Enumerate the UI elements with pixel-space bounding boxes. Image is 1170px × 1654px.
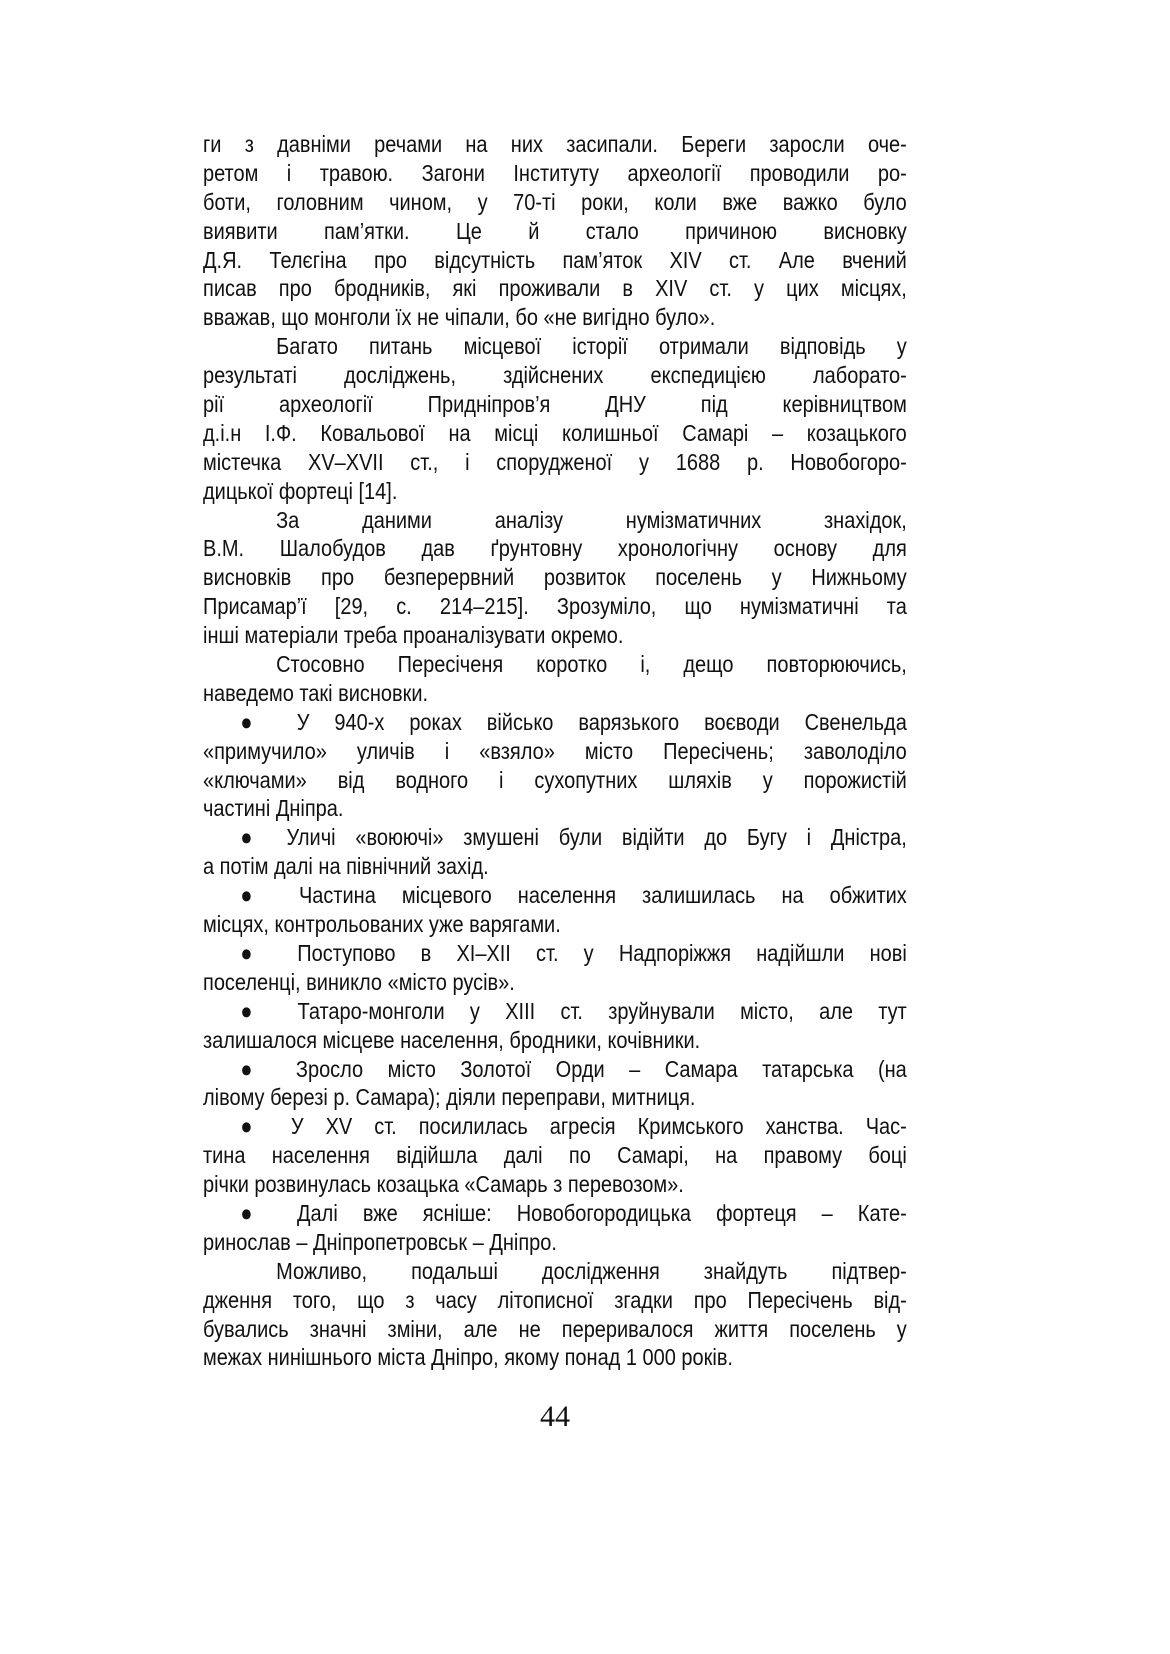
text-line: ● Татаро-монголи у XIII ст. зруйнували місто, але тут <box>240 997 907 1024</box>
text-line: дження того, що з часу літописної згадки про Пересічень від- <box>203 1286 907 1313</box>
text-line: виявити пам’ятки. Це й стало причиною висновку <box>203 217 907 244</box>
page-number: 44 <box>540 1400 570 1433</box>
text-line: В.М. Шалобудов дав ґрунтовну хронологічну основу для <box>203 535 907 562</box>
text-line: Багато питань місцевої історії отримали відповідь у <box>276 333 907 360</box>
text-line: ● Далі вже ясніше: Новобогородицька фортеця – Кате- <box>240 1199 907 1226</box>
text-line: інші матеріали треба проаналізувати окремо. <box>203 622 624 649</box>
text-line: дицької фортеці [14]. <box>203 477 398 504</box>
text-line: вважав, що монголи їх не чіпали, бо «не вигідно було». <box>203 304 716 331</box>
paragraph <box>203 506 907 650</box>
text-line: рії археології Придніпров’я ДНУ під керівництвом <box>203 391 907 418</box>
text-line: місцях, контрольованих уже варягами. <box>203 911 561 938</box>
paragraph <box>203 1257 907 1373</box>
paragraph <box>203 332 907 505</box>
body-text <box>203 130 907 1372</box>
text-line: ● У 940-х роках військо варязького воєводи Свенельда <box>240 708 907 735</box>
bullet-item <box>203 708 907 824</box>
text-line: результаті досліджень, здійснених експедицією лаборато- <box>203 362 907 389</box>
text-line: писав про бродників, які проживали в XIV ст. у цих місцях, <box>203 275 907 302</box>
text-line: містечка XV–XVII ст., і спорудженої у 1688 р. Новобогоро- <box>203 448 907 475</box>
paragraph <box>203 650 907 708</box>
text-line: ги з давніми речами на них засипали. Береги заросли оче- <box>203 131 907 157</box>
text-line: д.і.н І.Ф. Ковальової на місці колишньої Самарі – козацького <box>203 419 907 446</box>
text-line: частині Дніпра. <box>203 795 344 822</box>
text-line: «примучило» уличів і «взяло» місто Пересічень; заволоділо <box>203 737 907 764</box>
text-line: тина населення відійшла далі по Самарі, на правому боці <box>203 1142 907 1169</box>
text-line: За даними аналізу нумізматичних знахідок, <box>276 506 907 533</box>
text-line: поселенці, виникло «місто русів». <box>203 968 515 995</box>
bullet-item <box>203 1055 907 1113</box>
bullet-item <box>203 881 907 939</box>
text-line: а потім далі на північний захід. <box>203 853 489 880</box>
text-line: межах нинішнього міста Дніпро, якому понад 1 000 років. <box>203 1344 733 1371</box>
text-line: наведемо такі висновки. <box>203 679 429 706</box>
text-line: Присамар’ї [29, с. 214–215]. Зрозуміло, що нумізматичні та <box>203 593 907 620</box>
bullet-item <box>203 823 907 881</box>
text-line: Стосовно Пересіченя коротко і, дещо повторюючись, <box>276 651 907 678</box>
text-line: ● Уличі «воюючі» змушені були відійти до Бугу і Дністра, <box>240 824 907 851</box>
bullet-item <box>203 997 907 1055</box>
text-line: ● У XV ст. посилилась агресія Кримського ханства. Час- <box>240 1113 907 1140</box>
text-line: Можливо, подальші дослідження знайдуть підтвер- <box>276 1257 907 1284</box>
text-line: залишалося місцеве населення, бродники, кочівники. <box>203 1026 701 1053</box>
text-line: річки розвинулась козацька «Самарь з перевозом». <box>203 1171 684 1198</box>
paragraph <box>203 130 907 332</box>
text-line: ● Частина місцевого населення залишилась на обжитих <box>240 882 907 909</box>
text-line: ● Зросло місто Золотої Орди – Самара татарська (на <box>240 1055 907 1082</box>
text-line: висновків про безперервний розвиток поселень у Нижньому <box>203 564 907 591</box>
text-line: Д.Я. Телєгіна про відсутність пам’яток XIV ст. Але вчений <box>203 246 907 273</box>
text-line: лівому березі р. Самара); діяли переправи, митниця. <box>203 1084 696 1111</box>
bullet-item <box>203 939 907 997</box>
text-line: ● Поступово в XI–XII ст. у Надпоріжжя надійшли нові <box>240 939 907 966</box>
text-line: боти, головним чином, у 70-ті роки, коли вже важко було <box>203 188 907 215</box>
text-line: бувались значні зміни, але не переривалося життя поселень у <box>203 1315 907 1342</box>
text-line: «ключами» від водного і сухопутних шляхів у порожистій <box>203 766 907 793</box>
text-line: ринослав – Дніпропетровськ – Дніпро. <box>203 1228 557 1255</box>
bullet-item <box>203 1199 907 1257</box>
bullet-item <box>203 1112 907 1199</box>
text-line: ретом і травою. Загони Інституту археології проводили ро- <box>203 159 907 186</box>
